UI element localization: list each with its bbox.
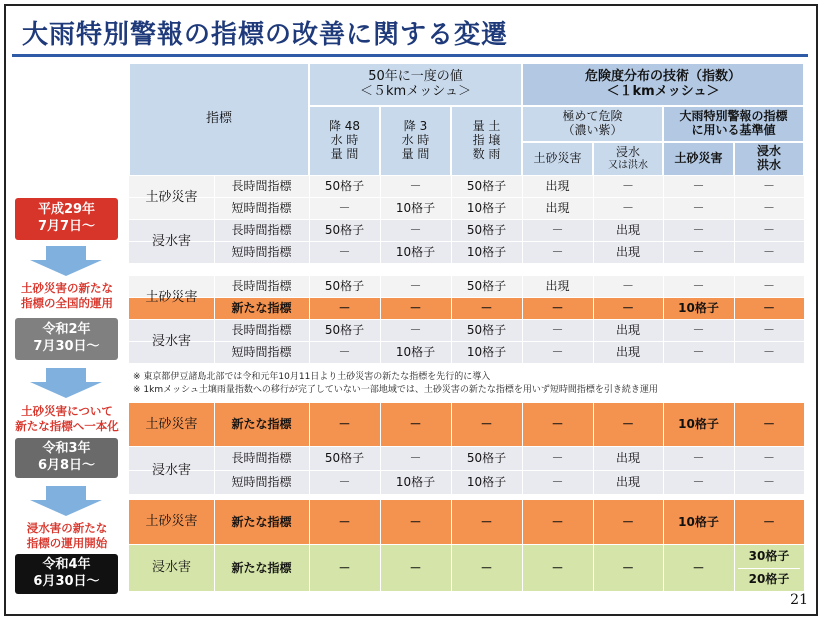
column-divider xyxy=(593,276,594,364)
table-cell: 20格子 xyxy=(748,572,790,587)
header-flood-b xyxy=(734,142,804,176)
column-divider xyxy=(663,500,664,592)
table-cell: － xyxy=(762,279,775,294)
row-group-label: 浸水害 xyxy=(151,333,191,349)
table-cell: － xyxy=(692,560,705,575)
column-divider xyxy=(380,276,381,364)
note-1-l1: 土砂災害の新たな xyxy=(21,281,113,295)
row-sublabel: 新たな指標 xyxy=(231,301,292,316)
column-divider xyxy=(663,176,664,264)
table-cell: － xyxy=(338,560,351,575)
column-divider xyxy=(522,500,523,592)
header-sub-warning-l2: に用いる基準値 xyxy=(691,123,776,137)
table-cell: 50格子 xyxy=(324,323,365,338)
table-cell: － xyxy=(409,223,422,238)
title-underline xyxy=(12,54,808,57)
column-divider xyxy=(734,500,735,592)
table-cell: 50格子 xyxy=(324,223,365,238)
table-cell: 10格子 xyxy=(395,245,436,260)
table-cell: － xyxy=(621,417,634,432)
table-cell: － xyxy=(409,301,422,316)
table-cell: － xyxy=(338,514,351,529)
row-sublabel: 短時間指標 xyxy=(231,475,292,490)
header-col-3h-l3: 量 間 xyxy=(401,146,430,161)
note-2-l1: 土砂災害について xyxy=(21,404,113,418)
column-divider xyxy=(663,403,664,495)
table-cell: 10格子 xyxy=(395,345,436,360)
header-col-soil-l2: 指 壌 xyxy=(472,133,501,148)
column-divider xyxy=(451,276,452,364)
table-cell: 50格子 xyxy=(466,279,507,294)
era-r4-l2: 6月30日～ xyxy=(33,574,100,589)
note-2-l2: 新たな指標へ一本化 xyxy=(15,418,119,433)
column-divider xyxy=(214,276,215,364)
header-group-50yr-l2: ＜５kmメッシュ＞ xyxy=(360,83,471,99)
table-cell: － xyxy=(692,179,705,194)
table-cell: － xyxy=(621,560,634,575)
column-divider xyxy=(734,276,735,364)
table-cell: － xyxy=(480,560,493,575)
row-sublabel: 長時間指標 xyxy=(231,323,292,338)
table-cell: 出現 xyxy=(545,179,570,194)
table-cell: 10格子 xyxy=(395,475,436,490)
row-group-label: 土砂災害 xyxy=(145,514,198,530)
table-cell: － xyxy=(480,301,493,316)
header-col-soil-index xyxy=(451,106,522,176)
table-cell: 出現 xyxy=(545,201,570,216)
era-r3 xyxy=(15,438,118,478)
row-group-label: 浸水害 xyxy=(151,560,191,576)
header-col-3h-l1: 降 3 xyxy=(403,119,428,134)
header-group-risk-l1: 危険度分布の技術（指数） xyxy=(584,68,741,84)
note-3 xyxy=(8,521,126,551)
table-cell: － xyxy=(551,323,564,338)
table-cell: 50格子 xyxy=(324,451,365,466)
column-divider xyxy=(522,176,523,264)
page-number: 21 xyxy=(790,592,808,608)
section-gap xyxy=(129,495,804,500)
header-col-48h-l1: 降 48 xyxy=(328,119,361,134)
column-divider xyxy=(734,176,735,264)
table-cell: － xyxy=(551,514,564,529)
table-cell: － xyxy=(551,223,564,238)
table-cell: 10格子 xyxy=(678,417,719,432)
note-1 xyxy=(8,281,126,311)
table-cell: － xyxy=(551,301,564,316)
header-col-3h-l2: 水 時 xyxy=(401,133,430,148)
row-sublabel: 長時間指標 xyxy=(231,223,292,238)
table-cell: 出現 xyxy=(615,323,640,338)
table-cell: － xyxy=(409,417,422,432)
table-cell: 50格子 xyxy=(466,179,507,194)
row-sublabel: 短時間指標 xyxy=(231,201,292,216)
table-cell: － xyxy=(409,179,422,194)
header-sub-extreme-l2: （濃い紫） xyxy=(562,123,623,137)
table-cell: － xyxy=(338,201,351,216)
header-sub-warning xyxy=(663,106,804,142)
table-cell: － xyxy=(692,201,705,216)
table-cell: － xyxy=(338,417,351,432)
table-cell: － xyxy=(409,323,422,338)
column-divider xyxy=(380,176,381,264)
table-cell: － xyxy=(692,451,705,466)
table-cell: － xyxy=(338,345,351,360)
column-divider xyxy=(214,500,215,592)
table-cell: － xyxy=(692,279,705,294)
table-cell: － xyxy=(621,301,634,316)
table-cell: 10格子 xyxy=(466,475,507,490)
table-cell: － xyxy=(551,560,564,575)
row-group-label: 土砂災害 xyxy=(145,189,198,205)
header-col-48h-l2: 水 時 xyxy=(330,133,359,148)
column-divider xyxy=(214,176,215,264)
table-cell: － xyxy=(762,323,775,338)
era-r4 xyxy=(15,554,118,594)
column-divider xyxy=(214,403,215,495)
table-cell: － xyxy=(621,279,634,294)
table-cell: － xyxy=(762,345,775,360)
column-divider xyxy=(380,403,381,495)
table-cell: － xyxy=(692,323,705,338)
table-cell: － xyxy=(692,223,705,238)
header-group-50yr-l1: 50年に一度の値 xyxy=(368,68,463,84)
column-divider xyxy=(593,176,594,264)
column-divider xyxy=(309,500,310,592)
note-1-l2: 指標の全国的運用 xyxy=(21,295,113,310)
era-r2 xyxy=(15,318,118,360)
table-cell: － xyxy=(621,179,634,194)
header-indicator: 指標 xyxy=(129,63,309,176)
table-cell: － xyxy=(480,417,493,432)
table-cell: 出現 xyxy=(615,223,640,238)
table-cell: － xyxy=(762,301,775,316)
table-cell: － xyxy=(692,475,705,490)
header-flood-b-l2: 洪水 xyxy=(756,158,781,172)
column-divider xyxy=(593,500,594,592)
column-divider xyxy=(734,403,735,495)
table-cell: 50格子 xyxy=(466,323,507,338)
row-sublabel: 新たな指標 xyxy=(231,514,292,529)
table-cell: － xyxy=(551,417,564,432)
table-cell: － xyxy=(762,223,775,238)
table-cell: 10格子 xyxy=(678,514,719,529)
table-cell: 10格子 xyxy=(678,301,719,316)
cell-divider xyxy=(738,568,800,569)
column-divider xyxy=(451,500,452,592)
table-cell: － xyxy=(692,345,705,360)
column-divider xyxy=(451,403,452,495)
table-cell: － xyxy=(338,301,351,316)
header-col-soil-l3: 数 雨 xyxy=(472,146,501,161)
row-sublabel: 新たな指標 xyxy=(231,560,292,575)
table-cell: 50格子 xyxy=(466,223,507,238)
note-3-l1: 浸水害の新たな xyxy=(26,521,108,535)
table-cell: － xyxy=(762,475,775,490)
header-flood-a xyxy=(593,142,663,176)
note-2 xyxy=(8,404,126,434)
table-cell: － xyxy=(551,475,564,490)
header-group-risk-l2: ＜１kmメッシュ＞ xyxy=(606,83,720,99)
table-cell: 出現 xyxy=(615,245,640,260)
column-divider xyxy=(309,403,310,495)
header-flood-b-l1: 浸水 xyxy=(756,144,781,159)
table-cell: － xyxy=(692,245,705,260)
section-gap xyxy=(129,264,804,276)
table-cell: － xyxy=(409,279,422,294)
header-flood-a-l1: 浸水 xyxy=(615,145,640,160)
table-cell: － xyxy=(621,201,634,216)
header-sub-warning-l1: 大雨特別警報の指標 xyxy=(679,109,788,124)
era-h29 xyxy=(15,198,118,240)
column-divider xyxy=(522,403,523,495)
table-cell: － xyxy=(409,560,422,575)
table-cell: － xyxy=(762,417,775,432)
header-col-48h-rain xyxy=(309,106,380,176)
footnote-2: ※ 1kmメッシュ土壌雨量指数への移行が完了していない一部地域では、土砂災害の新たな指標を用いず短時間指標を引き続き運用 xyxy=(133,385,658,395)
row-group-label: 土砂災害 xyxy=(145,416,198,432)
era-h29-l2: 7月7日～ xyxy=(37,219,96,234)
table-cell: 10格子 xyxy=(466,245,507,260)
row-group-label: 浸水害 xyxy=(151,233,191,249)
table-cell: － xyxy=(338,475,351,490)
column-divider xyxy=(522,276,523,364)
column-divider xyxy=(663,276,664,364)
table-cell: － xyxy=(762,245,775,260)
table-cell: 10格子 xyxy=(466,345,507,360)
header-col-48h-l3: 量 間 xyxy=(330,146,359,161)
table-cell: － xyxy=(551,451,564,466)
table-cell: － xyxy=(338,245,351,260)
table-cell: 出現 xyxy=(545,279,570,294)
table-cell: － xyxy=(621,514,634,529)
column-divider xyxy=(380,500,381,592)
row-sublabel: 短時間指標 xyxy=(231,245,292,260)
row-sublabel: 長時間指標 xyxy=(231,451,292,466)
header-landslide-2: 土砂災害 xyxy=(663,142,734,176)
table-cell: － xyxy=(762,451,775,466)
table-cell: 10格子 xyxy=(466,201,507,216)
column-divider xyxy=(451,176,452,264)
table-cell: 出現 xyxy=(615,345,640,360)
column-divider xyxy=(593,403,594,495)
era-r3-l1: 令和3年 xyxy=(42,441,91,457)
header-col-soil-l1: 量 土 xyxy=(472,119,501,134)
header-col-3h-rain xyxy=(380,106,451,176)
era-r2-l2: 7月30日～ xyxy=(33,339,100,354)
table-cell: 50格子 xyxy=(466,451,507,466)
table-cell: － xyxy=(762,179,775,194)
table-cell: 50格子 xyxy=(324,279,365,294)
era-r4-l1: 令和4年 xyxy=(42,557,91,573)
row-sublabel: 新たな指標 xyxy=(231,417,292,432)
table-cell: － xyxy=(409,514,422,529)
table-cell: － xyxy=(480,514,493,529)
footnote-1: ※ 東京都伊豆諸島北部では令和元年10月11日より土砂災害の新たな指標を先行的に導入 xyxy=(133,372,491,382)
table-cell: 出現 xyxy=(615,475,640,490)
table-cell: 10格子 xyxy=(395,201,436,216)
table-cell: 30格子 xyxy=(748,548,790,563)
header-sub-extreme xyxy=(522,106,663,142)
row-sublabel: 長時間指標 xyxy=(231,279,292,294)
header-sub-extreme-l1: 極めて危険 xyxy=(562,109,623,124)
header-group-risk xyxy=(522,63,804,106)
table-cell: － xyxy=(551,245,564,260)
row-sublabel: 短時間指標 xyxy=(231,345,292,360)
header-group-50yr xyxy=(309,63,522,106)
row-sublabel: 長時間指標 xyxy=(231,179,292,194)
header-landslide: 土砂災害 xyxy=(522,142,593,176)
note-3-l2: 指標の運用開始 xyxy=(26,535,108,550)
row-group-label: 浸水害 xyxy=(151,462,191,478)
table-cell: － xyxy=(409,451,422,466)
table-cell: 出現 xyxy=(615,451,640,466)
row-group-label: 土砂災害 xyxy=(145,289,198,305)
table-cell: － xyxy=(762,201,775,216)
era-h29-l1: 平成29年 xyxy=(37,202,96,218)
column-divider xyxy=(309,176,310,264)
table-cell: － xyxy=(762,514,775,529)
slide-title: 大雨特別警報の指標の改善に関する変遷 xyxy=(22,20,509,50)
era-r2-l1: 令和2年 xyxy=(42,322,91,338)
table-cell: － xyxy=(551,345,564,360)
era-r3-l2: 6月8日～ xyxy=(37,458,96,473)
column-divider xyxy=(309,276,310,364)
header-flood-a-l2: 又は洪水 xyxy=(608,160,648,172)
table-cell: 50格子 xyxy=(324,179,365,194)
